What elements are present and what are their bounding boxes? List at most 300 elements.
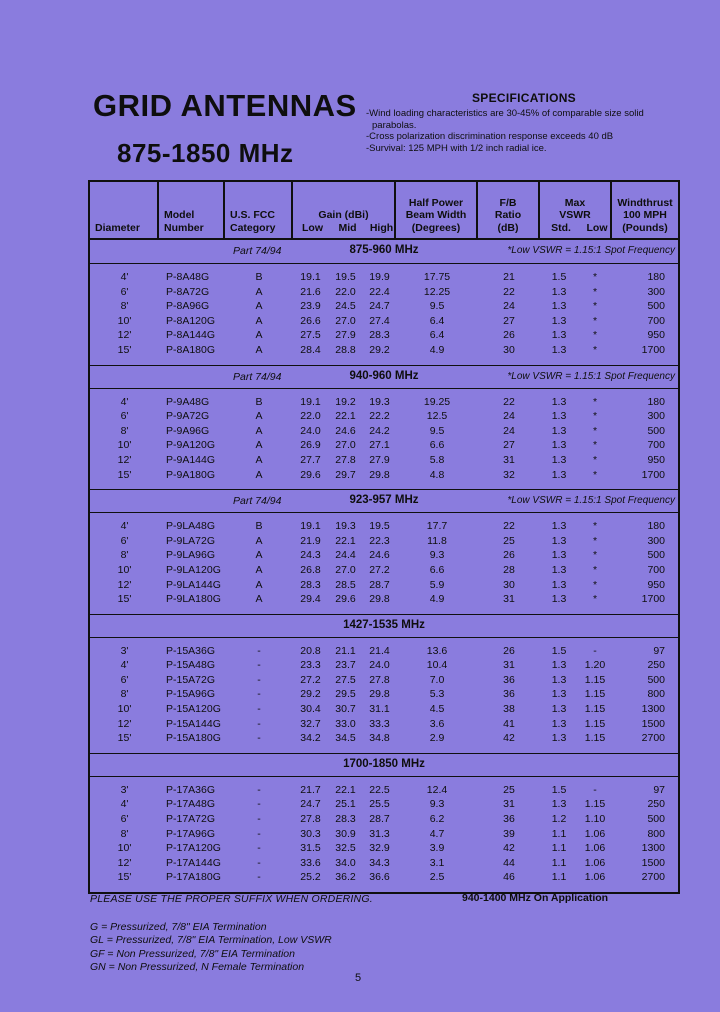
table-header-row: [90, 182, 678, 240]
cell-diameter: 6': [120, 813, 129, 826]
table-row: [90, 468, 678, 483]
section-vswr-note: *Low VSWR = 1.15:1 Spot Frequency: [507, 245, 675, 256]
cell-gain-high: 24.2: [369, 424, 390, 437]
section-band: [90, 614, 678, 638]
suffix-legend-item: GL = Pressurized, 7/8" EIA Termination, Low VSWR: [90, 934, 332, 947]
cell-gain-mid: 22.1: [335, 783, 356, 796]
cell-fcc-category: A: [255, 343, 263, 356]
table-body: [90, 240, 678, 892]
cell-fb-ratio: 25: [503, 534, 515, 547]
cell-beam-width: 4.8: [429, 468, 445, 481]
cell-gain-mid: 28.3: [335, 813, 356, 826]
cell-gain-mid: 29.7: [335, 468, 356, 481]
cell-gain-mid: 28.8: [335, 343, 356, 356]
col-model-header: [159, 182, 225, 238]
cell-fcc-category: -: [257, 856, 261, 869]
cell-vswr-low: 1.15: [584, 703, 606, 716]
cell-windthrust: 97: [653, 783, 665, 796]
cell-model-number: P-9A72G: [166, 410, 210, 423]
cell-diameter: 3': [120, 644, 129, 657]
cell-model-number: P-8A96G: [166, 300, 210, 313]
cell-vswr-std: 1.3: [551, 520, 567, 533]
cell-diameter: 6': [120, 410, 129, 423]
col-fcc-label-1: U.S. FCC: [230, 209, 275, 221]
cell-gain-mid: 33.0: [335, 717, 356, 730]
cell-vswr-std: 1.1: [551, 871, 567, 884]
cell-windthrust: 950: [647, 453, 665, 466]
cell-gain-low: 29.6: [300, 468, 321, 481]
cell-fb-ratio: 22: [503, 285, 515, 298]
cell-vswr-std: 1.5: [551, 783, 567, 796]
cell-diameter: 4': [120, 395, 129, 408]
cell-vswr-low: 1.20: [584, 659, 606, 672]
cell-beam-width: 11.8: [427, 534, 447, 547]
cell-diameter: 10': [117, 314, 132, 327]
cell-gain-high: 29.8: [369, 688, 390, 701]
cell-gain-low: 34.2: [300, 732, 321, 745]
cell-vswr-low: *: [592, 314, 598, 327]
table-row: [90, 827, 678, 842]
cell-gain-low: 29.2: [300, 688, 321, 701]
cell-gain-mid: 30.7: [335, 703, 356, 716]
cell-model-number: P-9LA72G: [166, 534, 216, 547]
cell-fcc-category: -: [257, 827, 261, 840]
col-gain-high-label: High: [369, 221, 394, 234]
cell-vswr-std: 1.3: [551, 285, 567, 298]
table-row: [90, 534, 678, 549]
cell-model-number: P-8A180G: [166, 343, 216, 356]
table-row: [90, 285, 678, 300]
cell-diameter: 10': [117, 439, 132, 452]
cell-gain-low: 19.1: [300, 271, 321, 283]
cell-fb-ratio: 21: [503, 271, 515, 283]
cell-gain-low: 27.5: [300, 329, 321, 342]
section-band: [90, 753, 678, 777]
cell-fb-ratio: 26: [503, 644, 515, 657]
cell-fb-ratio: 44: [503, 856, 515, 869]
cell-gain-low: 26.8: [300, 563, 321, 576]
col-vswr-subheaders: [542, 222, 608, 235]
cell-vswr-std: 1.3: [551, 314, 567, 327]
cell-beam-width: 3.9: [429, 842, 445, 855]
cell-vswr-std: 1.2: [551, 813, 567, 826]
cell-model-number: P-17A180G: [166, 871, 221, 884]
cell-vswr-low: -: [593, 783, 597, 796]
cell-beam-width: 4.9: [429, 343, 445, 356]
cell-model-number: P-9A180G: [166, 468, 216, 481]
col-fb-label-3: (dB): [497, 221, 519, 234]
cell-diameter: 8': [120, 549, 129, 562]
cell-diameter: 12': [117, 856, 132, 869]
cell-fb-ratio: 24: [503, 424, 515, 437]
col-gain-header: [293, 182, 396, 238]
cell-beam-width: 12.25: [423, 285, 451, 298]
cell-gain-mid: 27.8: [335, 453, 356, 466]
cell-vswr-std: 1.3: [551, 798, 567, 811]
cell-diameter: 4': [120, 520, 129, 533]
cell-gain-high: 24.0: [369, 659, 390, 672]
cell-vswr-low: 1.15: [584, 673, 606, 686]
cell-gain-low: 23.9: [300, 300, 321, 313]
cell-model-number: P-8A48G: [166, 271, 210, 283]
section-rows: [90, 777, 678, 892]
cell-beam-width: 4.9: [429, 593, 445, 606]
cell-diameter: 4': [120, 271, 129, 283]
cell-vswr-low: *: [592, 439, 598, 452]
cell-gain-low: 33.6: [300, 856, 321, 869]
table-row: [90, 453, 678, 468]
cell-gain-mid: 27.0: [335, 563, 356, 576]
cell-beam-width: 5.8: [429, 453, 445, 466]
cell-beam-width: 6.4: [429, 314, 445, 327]
cell-diameter: 15': [117, 468, 132, 481]
cell-windthrust: 1700: [641, 343, 665, 356]
specifications-list: [366, 108, 682, 154]
col-gain-subheaders: [295, 222, 392, 235]
cell-model-number: P-17A144G: [166, 856, 221, 869]
cell-gain-high: 32.9: [369, 842, 390, 855]
cell-model-number: P-9A120G: [166, 439, 216, 452]
cell-fb-ratio: 31: [503, 593, 515, 606]
table-row: [90, 673, 678, 688]
col-fcc-label-2: Category: [230, 221, 276, 234]
cell-beam-width: 13.6: [426, 644, 448, 657]
cell-vswr-low: *: [592, 329, 598, 342]
cell-windthrust: 300: [647, 285, 665, 298]
table-row: [90, 783, 678, 798]
cell-beam-width: 3.6: [429, 717, 445, 730]
cell-vswr-std: 1.3: [551, 439, 567, 452]
cell-windthrust: 500: [647, 424, 665, 437]
cell-gain-high: 27.4: [369, 314, 390, 327]
cell-model-number: P-15A120G: [166, 703, 221, 716]
cell-fb-ratio: 31: [503, 798, 515, 811]
cell-gain-high: 28.7: [369, 813, 390, 826]
cell-vswr-std: 1.3: [551, 578, 567, 591]
col-fb-ratio-header: [478, 182, 540, 238]
cell-vswr-std: 1.3: [551, 732, 567, 745]
cell-vswr-low: 1.15: [584, 717, 606, 730]
table-row: [90, 841, 678, 856]
cell-model-number: P-9LA180G: [166, 593, 221, 606]
section-rows: [90, 513, 678, 614]
col-gain-title: Gain (dBi): [318, 209, 369, 221]
cell-vswr-std: 1.3: [551, 453, 567, 466]
cell-fb-ratio: 32: [503, 468, 515, 481]
footer-application-note: 940-1400 MHz On Application: [462, 892, 609, 904]
cell-vswr-std: 1.3: [551, 329, 567, 342]
section-band: [90, 240, 678, 264]
cell-model-number: P-17A72G: [166, 813, 216, 826]
page-subtitle: 875-1850 MHz: [117, 138, 294, 168]
cell-model-number: P-9A48G: [166, 395, 210, 408]
col-fb-label-2: Ratio: [494, 209, 522, 221]
cell-beam-width: 9.5: [429, 300, 445, 313]
cell-beam-width: 2.5: [429, 871, 445, 884]
col-vswr-std-label: Std.: [551, 221, 571, 234]
cell-fcc-category: A: [255, 593, 263, 606]
cell-gain-high: 34.8: [369, 732, 390, 745]
cell-model-number: P-17A120G: [166, 842, 221, 855]
cell-gain-low: 27.8: [300, 813, 321, 826]
cell-gain-mid: 22.1: [335, 410, 356, 423]
cell-vswr-low: *: [592, 271, 598, 283]
cell-gain-mid: 21.1: [335, 644, 356, 657]
cell-fcc-category: -: [257, 644, 261, 657]
cell-diameter: 6': [120, 534, 129, 547]
cell-fcc-category: A: [255, 300, 263, 313]
cell-vswr-std: 1.3: [551, 703, 567, 716]
cell-windthrust: 1300: [641, 842, 665, 855]
cell-fcc-category: -: [257, 717, 261, 730]
cell-fcc-category: B: [255, 271, 263, 283]
cell-windthrust: 950: [647, 329, 665, 342]
cell-fb-ratio: 26: [503, 329, 515, 342]
cell-model-number: P-15A48G: [166, 659, 216, 672]
cell-gain-mid: 29.5: [335, 688, 356, 701]
cell-gain-high: 27.9: [369, 453, 390, 466]
cell-model-number: P-15A144G: [166, 717, 221, 730]
spec-table: [88, 180, 680, 894]
section-frequency-title: 1700-1850 MHz: [343, 757, 425, 770]
cell-gain-low: 25.2: [300, 871, 321, 884]
cell-fcc-category: B: [255, 520, 263, 533]
col-vswr-header: [540, 182, 612, 238]
section-frequency-title: 875-960 MHz: [349, 244, 419, 256]
cell-model-number: P-17A96G: [166, 827, 216, 840]
cell-gain-low: 19.1: [300, 395, 321, 408]
cell-windthrust: 250: [647, 659, 665, 672]
col-beamwidth-label-1: Half Power: [408, 196, 464, 209]
col-model-label-2: Number: [164, 221, 204, 234]
cell-beam-width: 12.5: [426, 410, 448, 423]
cell-gain-mid: 22.1: [335, 534, 356, 547]
cell-model-number: P-8A144G: [166, 329, 216, 342]
cell-gain-low: 24.7: [300, 798, 321, 811]
cell-fcc-category: A: [255, 439, 263, 452]
section-part-label: Part 74/94: [233, 370, 282, 383]
cell-gain-mid: 24.5: [335, 300, 356, 313]
cell-beam-width: 3.1: [429, 856, 445, 869]
cell-windthrust: 2700: [641, 732, 665, 745]
cell-beam-width: 6.4: [429, 329, 445, 342]
cell-fcc-category: -: [257, 783, 261, 796]
cell-beam-width: 12.4: [426, 783, 448, 796]
table-row: [90, 658, 678, 673]
page-number: 5: [355, 972, 362, 984]
cell-vswr-low: *: [592, 563, 598, 576]
cell-gain-high: 22.4: [369, 285, 390, 298]
cell-beam-width: 6.6: [429, 563, 445, 576]
cell-windthrust: 500: [647, 549, 665, 562]
suffix-legend-item: GN = Non Pressurized, N Female Termination: [90, 960, 305, 973]
cell-vswr-std: 1.3: [551, 673, 567, 686]
cell-windthrust: 97: [653, 644, 665, 657]
cell-fb-ratio: 27: [503, 314, 515, 327]
cell-fb-ratio: 28: [503, 563, 515, 576]
cell-vswr-std: 1.3: [551, 343, 567, 356]
cell-fb-ratio: 42: [503, 732, 515, 745]
cell-windthrust: 180: [647, 271, 665, 283]
table-row: [90, 731, 678, 746]
cell-vswr-std: 1.1: [551, 827, 567, 840]
table-row: [90, 424, 678, 439]
suffix-legend-item: GF = Non Pressurized, 7/8" EIA Termination: [90, 947, 295, 960]
cell-vswr-low: *: [592, 453, 598, 466]
cell-fb-ratio: 36: [503, 673, 515, 686]
cell-gain-low: 26.6: [300, 314, 321, 327]
cell-fcc-category: -: [257, 673, 261, 686]
cell-gain-low: 27.7: [300, 453, 321, 466]
cell-gain-low: 21.9: [300, 534, 321, 547]
cell-beam-width: 9.3: [429, 549, 445, 562]
cell-gain-mid: 28.5: [335, 578, 356, 591]
cell-gain-mid: 34.5: [335, 732, 356, 745]
cell-vswr-low: 1.15: [584, 688, 606, 701]
cell-fb-ratio: 22: [503, 395, 515, 408]
cell-windthrust: 1500: [641, 856, 665, 869]
cell-model-number: P-15A96G: [166, 688, 216, 701]
col-diameter-label: Diameter: [95, 221, 140, 234]
cell-gain-low: 23.3: [300, 659, 321, 672]
table-row: [90, 395, 678, 410]
cell-diameter: 15': [117, 343, 132, 356]
cell-beam-width: 7.0: [429, 673, 445, 686]
cell-vswr-std: 1.1: [551, 856, 567, 869]
cell-gain-mid: 30.9: [335, 827, 356, 840]
cell-gain-mid: 23.7: [335, 659, 356, 672]
cell-model-number: P-15A72G: [166, 673, 216, 686]
cell-fcc-category: -: [257, 871, 261, 884]
cell-model-number: P-15A180G: [166, 732, 221, 745]
cell-gain-low: 28.3: [300, 578, 321, 591]
cell-gain-low: 22.0: [300, 410, 321, 423]
cell-beam-width: 9.5: [429, 424, 445, 437]
cell-fb-ratio: 42: [503, 842, 515, 855]
cell-beam-width: 5.9: [429, 578, 445, 591]
cell-vswr-low: *: [592, 410, 598, 423]
cell-gain-high: 27.1: [369, 439, 390, 452]
cell-gain-low: 30.3: [300, 827, 321, 840]
cell-fcc-category: -: [257, 688, 261, 701]
cell-gain-low: 27.2: [300, 673, 321, 686]
cell-gain-low: 29.4: [300, 593, 321, 606]
section-band: [90, 489, 678, 513]
cell-windthrust: 300: [647, 410, 665, 423]
col-gain-mid-label: Mid: [338, 221, 357, 234]
cell-fb-ratio: 30: [503, 578, 515, 591]
cell-vswr-low: 1.06: [584, 827, 606, 840]
col-vswr-low-label: Low: [586, 221, 608, 234]
cell-gain-high: 29.8: [369, 593, 390, 606]
cell-vswr-low: *: [592, 468, 598, 481]
cell-beam-width: 2.9: [429, 732, 445, 745]
cell-model-number: P-8A72G: [166, 285, 210, 298]
cell-vswr-low: *: [592, 424, 598, 437]
cell-fcc-category: A: [255, 314, 263, 327]
cell-gain-high: 22.2: [369, 410, 390, 423]
table-row: [90, 299, 678, 314]
cell-windthrust: 500: [647, 813, 665, 826]
table-row: [90, 870, 678, 885]
cell-beam-width: 9.3: [429, 798, 445, 811]
cell-diameter: 12': [117, 717, 132, 730]
table-row: [90, 343, 678, 358]
table-row: [90, 270, 678, 285]
cell-fcc-category: A: [255, 453, 263, 466]
cell-beam-width: 17.7: [426, 520, 448, 533]
cell-diameter: 15': [117, 871, 132, 884]
cell-gain-high: 27.2: [369, 563, 390, 576]
cell-fb-ratio: 27: [503, 439, 515, 452]
cell-gain-high: 31.3: [369, 827, 390, 840]
cell-fcc-category: A: [255, 468, 263, 481]
col-windthrust-label-3: (Pounds): [622, 221, 668, 234]
cell-gain-low: 21.6: [300, 285, 321, 298]
section-rows: [90, 389, 678, 490]
cell-gain-high: 28.7: [369, 578, 390, 591]
cell-fb-ratio: 36: [503, 688, 515, 701]
cell-beam-width: 17.75: [423, 271, 451, 283]
col-fb-label-1: F/B: [499, 196, 517, 209]
cell-diameter: 8': [120, 688, 129, 701]
section-vswr-note: *Low VSWR = 1.15:1 Spot Frequency: [507, 370, 675, 382]
cell-gain-low: 24.3: [300, 549, 321, 562]
cell-model-number: P-9LA120G: [166, 563, 221, 576]
cell-diameter: 12': [117, 453, 132, 466]
table-row: [90, 717, 678, 732]
cell-fcc-category: A: [255, 563, 263, 576]
table-row: [90, 328, 678, 343]
cell-fb-ratio: 46: [503, 871, 515, 884]
cell-gain-high: 31.1: [369, 703, 390, 716]
cell-beam-width: 6.6: [429, 439, 445, 452]
page-title: GRID ANTENNAS: [93, 88, 357, 123]
cell-gain-low: 19.1: [300, 520, 321, 533]
spec-item: -Survival: 125 MPH with 1/2 inch radial ice.: [366, 142, 547, 154]
suffix-legend: [90, 921, 332, 974]
cell-vswr-std: 1.3: [551, 534, 567, 547]
specifications-block: [366, 91, 682, 154]
cell-fcc-category: -: [257, 703, 261, 716]
cell-vswr-low: *: [592, 593, 598, 606]
cell-gain-high: 29.8: [369, 468, 390, 481]
table-row: [90, 314, 678, 329]
cell-model-number: P-17A36G: [166, 783, 216, 796]
cell-vswr-low: *: [592, 520, 598, 533]
cell-vswr-low: 1.10: [584, 813, 606, 826]
cell-gain-low: 28.4: [300, 343, 321, 356]
cell-gain-high: 24.7: [369, 300, 390, 313]
cell-windthrust: 700: [647, 439, 665, 452]
table-row: [90, 797, 678, 812]
cell-fcc-category: A: [255, 329, 263, 342]
cell-model-number: P-15A36G: [166, 644, 216, 657]
cell-gain-mid: 32.5: [335, 842, 356, 855]
cell-gain-low: 30.4: [300, 703, 321, 716]
cell-fcc-category: -: [257, 842, 261, 855]
cell-diameter: 8': [120, 300, 129, 313]
cell-beam-width: 19.25: [423, 395, 451, 408]
cell-beam-width: 6.2: [429, 813, 445, 826]
cell-beam-width: 4.7: [429, 827, 445, 840]
table-row: [90, 812, 678, 827]
cell-vswr-std: 1.3: [551, 300, 567, 313]
col-vswr-label-2: VSWR: [559, 209, 591, 221]
table-row: [90, 702, 678, 717]
cell-fcc-category: -: [257, 813, 261, 826]
cell-gain-mid: 22.0: [335, 285, 356, 298]
